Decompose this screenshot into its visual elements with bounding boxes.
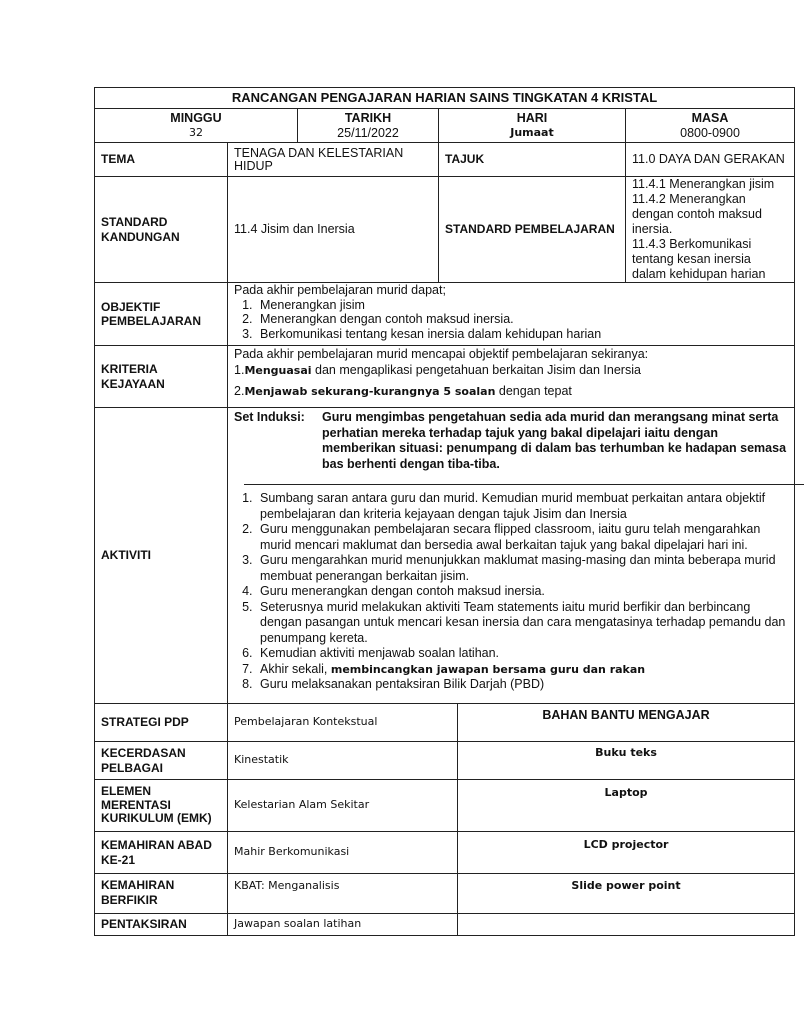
- kriteria-line-1: [234, 362, 788, 379]
- list-item: 3. Guru mengarahkan murid menunjukkan maklumat masing-masing dan minta beberapa murid membuat penerangan berkaitan jisim.: [256, 553, 788, 584]
- kriteria-bold: Menjawab sekurang-kurangnya 5 soalan: [244, 385, 496, 398]
- masa-cell: [626, 109, 795, 143]
- hari-label: HARI: [516, 111, 548, 125]
- bahan-item: Buku teks: [458, 742, 795, 780]
- emk-value: Kelestarian Alam Sekitar: [228, 780, 458, 832]
- standard-kandungan-value: 11.4 Jisim dan Inersia: [228, 177, 439, 283]
- set-induksi-key: Set Induksi:: [234, 410, 305, 424]
- kriteria-label: KRITERIA KEJAYAAN: [95, 346, 228, 408]
- kriteria-content: [228, 346, 795, 408]
- bahan-item: Slide power point: [458, 874, 795, 914]
- list-item: 3. Berkomunikasi tentang kesan inersia dalam kehidupan harian: [256, 327, 788, 342]
- objektif-list: [234, 298, 788, 342]
- list-item: 2. Menerangkan dengan contoh maksud inersia.: [256, 312, 788, 327]
- tarikh-label: TARIKH: [344, 111, 392, 125]
- set-induksi: [234, 410, 788, 472]
- hari-value: Jumaat: [510, 125, 554, 139]
- objektif-label: OBJEKTIF PEMBELAJARAN: [95, 283, 228, 346]
- kriteria-rest: dengan tepat: [495, 384, 572, 398]
- objektif-content: [228, 283, 795, 346]
- list-item: 8. Guru melaksanakan pentaksiran Bilik Darjah (PBD): [256, 677, 788, 693]
- tema-label: TEMA: [95, 143, 228, 177]
- aktiviti-label: AKTIVITI: [95, 408, 228, 704]
- masa-label: MASA: [691, 111, 729, 125]
- sp-item: 11.4.1 Menerangkan jisim: [632, 177, 775, 191]
- divider: [244, 484, 804, 485]
- hari-cell: [439, 109, 626, 143]
- kecerdasan-label: KECERDASAN PELBAGAI: [95, 742, 228, 780]
- tarikh-cell: [298, 109, 439, 143]
- pentaksiran-value: Jawapan soalan latihan: [228, 914, 458, 936]
- berfikir-value: KBAT: Menganalisis: [228, 874, 458, 914]
- document-title: RANCANGAN PENGAJARAN HARIAN SAINS TINGKATAN 4 KRISTAL: [95, 88, 795, 109]
- list-item: 2. Guru menggunakan pembelajaran secara flipped classroom, iaitu guru telah mengarahkan murid mencari maklumat dan bersedia awal berkaitan tajuk yang bakal dipelajari hari ini.: [256, 522, 788, 553]
- aktiviti-content: [228, 408, 795, 704]
- list-item: 4. Guru menerangkan dengan contoh maksud inersia.: [256, 584, 788, 600]
- bahan-item: LCD projector: [458, 832, 795, 874]
- minggu-value: 32: [189, 125, 203, 139]
- tema-value: TENAGA DAN KELESTARIAN HIDUP: [228, 143, 439, 177]
- tajuk-value: 11.0 DAYA DAN GERAKAN: [626, 143, 795, 177]
- set-induksi-text: Guru mengimbas pengetahuan sedia ada murid dan merangsang minat serta perhatian mereka terhadap tajuk yang bakal dipelajari iaitu dengan memberikan situasi: penumpang di dalam bas terhumban ke hadapan semasa bas berhenti dengan tiba-tiba.: [322, 410, 787, 471]
- objektif-intro: Pada akhir pembelajaran murid dapat;: [234, 283, 446, 297]
- strategi-label: STRATEGI PDP: [95, 704, 228, 742]
- kriteria-num: 1.: [234, 363, 245, 377]
- lesson-plan-document: [94, 87, 787, 936]
- masa-value: 0800-0900: [680, 125, 740, 140]
- kriteria-intro: Pada akhir pembelajaran murid mencapai objektif pembelajaran sekiranya:: [234, 347, 649, 361]
- list-item: 1. Sumbang saran antara guru dan murid. Kemudian murid membuat perkaitan antara objektif pembelajaran dan kriteria kejayaan dengan tajuk Jisim dan Inersia: [256, 491, 788, 522]
- aktiviti-list: [234, 491, 788, 693]
- list-item: [256, 662, 788, 678]
- item-bold: membincangkan jawapan bersama guru dan rakan: [330, 662, 646, 676]
- lesson-plan-table: [94, 87, 795, 936]
- standard-pembelajaran-list: [626, 177, 795, 283]
- list-item: 5. Seterusnya murid melakukan aktiviti Team statements iaitu murid berfikir dan berbincang dengan pasangan untuk mencari kesan inersia dan cara mengatasinya terhadap pemandu dan penumpang kereta.: [256, 600, 788, 647]
- kecerdasan-value: Kinestatik: [228, 742, 458, 780]
- sp-item: 11.4.2 Menerangkan dengan contoh maksud inersia.: [632, 192, 762, 236]
- berfikir-label: KEMAHIRAN BERFIKIR: [95, 874, 228, 914]
- standard-pembelajaran-label: STANDARD PEMBELAJARAN: [439, 177, 626, 283]
- tajuk-label: TAJUK: [439, 143, 626, 177]
- bahan-label: BAHAN BANTU MENGAJAR: [458, 704, 795, 742]
- standard-kandungan-label: STANDARD KANDUNGAN: [95, 177, 228, 283]
- kriteria-num: 2.: [234, 384, 245, 398]
- emk-label: ELEMEN MERENTASI KURIKULUM (EMK): [95, 780, 228, 832]
- header-row: [95, 109, 795, 143]
- tarikh-value: 25/11/2022: [337, 125, 399, 140]
- bahan-item: Laptop: [458, 780, 795, 832]
- list-item: 6. Kemudian aktiviti menjawab soalan latihan.: [256, 646, 788, 662]
- minggu-cell: [95, 109, 298, 143]
- empty-cell: [458, 914, 795, 936]
- minggu-label: MINGGU: [170, 111, 222, 125]
- abad21-label: KEMAHIRAN ABAD KE-21: [95, 832, 228, 874]
- kriteria-rest: dan mengaplikasi pengetahuan berkaitan Jisim dan Inersia: [311, 363, 641, 377]
- pentaksiran-label: PENTAKSIRAN: [95, 914, 228, 936]
- item-text: Akhir sekali,: [260, 661, 331, 676]
- strategi-value: Pembelajaran Kontekstual: [228, 704, 458, 742]
- list-item: 1. Menerangkan jisim: [256, 298, 788, 313]
- kriteria-bold: Menguasai: [244, 364, 312, 377]
- sp-item: 11.4.3 Berkomunikasi tentang kesan inersia dalam kehidupan harian: [632, 237, 766, 281]
- abad21-value: Mahir Berkomunikasi: [228, 832, 458, 874]
- kriteria-line-2: [234, 383, 788, 400]
